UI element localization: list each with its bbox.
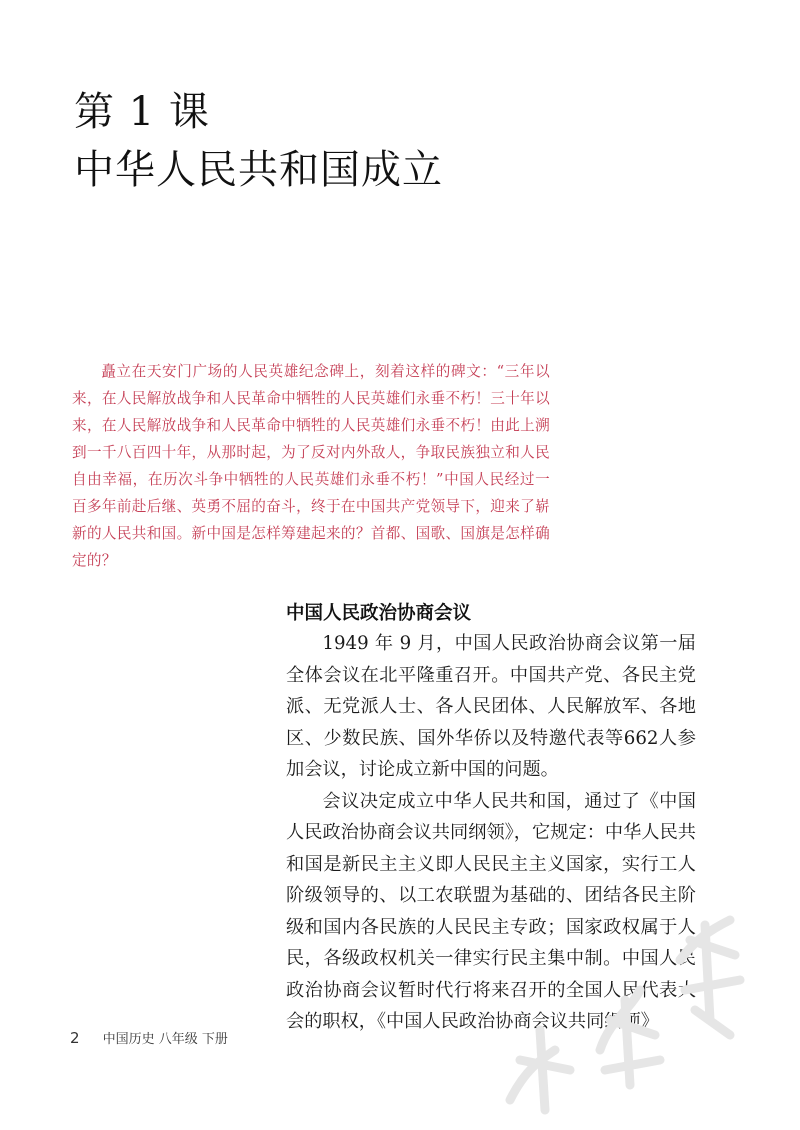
body-paragraph-1: 1949 年 9 月，中国人民政治协商会议第一届全体会议在北平隆重召开。中国共产党、各民主党派、无党派人士、各人民团体、人民解放军、各地区、少数民族、国外华侨以及特邀代表等662人参加会议，讨论成立新中国的问题。	[286, 633, 696, 780]
lesson-title	[74, 86, 443, 196]
page-footer	[70, 1028, 228, 1047]
lesson-name: 中华人民共和国成立	[74, 147, 443, 193]
section-heading: 中国人民政治协商会议	[286, 603, 472, 624]
lesson-number: 第 1 课	[74, 89, 210, 135]
body-text	[286, 628, 696, 1038]
intro-paragraph: 矗立在天安门广场的人民英雄纪念碑上，刻着这样的碑文：“三年以来，在人民解放战争和人民革命中牺牲的人民英雄们永垂不朽！三十年以来，在人民解放战争和人民革命中牺牲的人民英雄们永垂不朽！由此上溯到一千八百四十年，从那时起，为了反对内外敌人，争取民族独立和人民自由幸福，在历次斗争中牺牲的人民英雄们永垂不朽！”中国人民经过一百多年前赴后继、英勇不屈的奋斗，终于在中国共产党领导下，迎来了崭新的人民共和国。新中国是怎样筹建起来的？首都、国歌、国旗是怎样确定的？	[72, 362, 550, 569]
book-title: 中国历史 八年级 下册	[102, 1032, 228, 1047]
page-number: 2	[70, 1029, 80, 1047]
body-paragraph-2: 会议决定成立中华人民共和国，通过了《中国人民政治协商会议共同纲领》，它规定：中华人民共和国是新民主主义即人民民主主义国家，实行工人阶级领导的、以工农联盟为基础的、团结各民主阶级和国内各民族的人民民主专政；国家政权属于人民，各级政权机关一律实行民主集中制。中国人民政治协商会议暂时代行将来召开的全国人民代表大会的职权，《中国人民政治协商会议共同纲领》	[286, 790, 696, 1032]
